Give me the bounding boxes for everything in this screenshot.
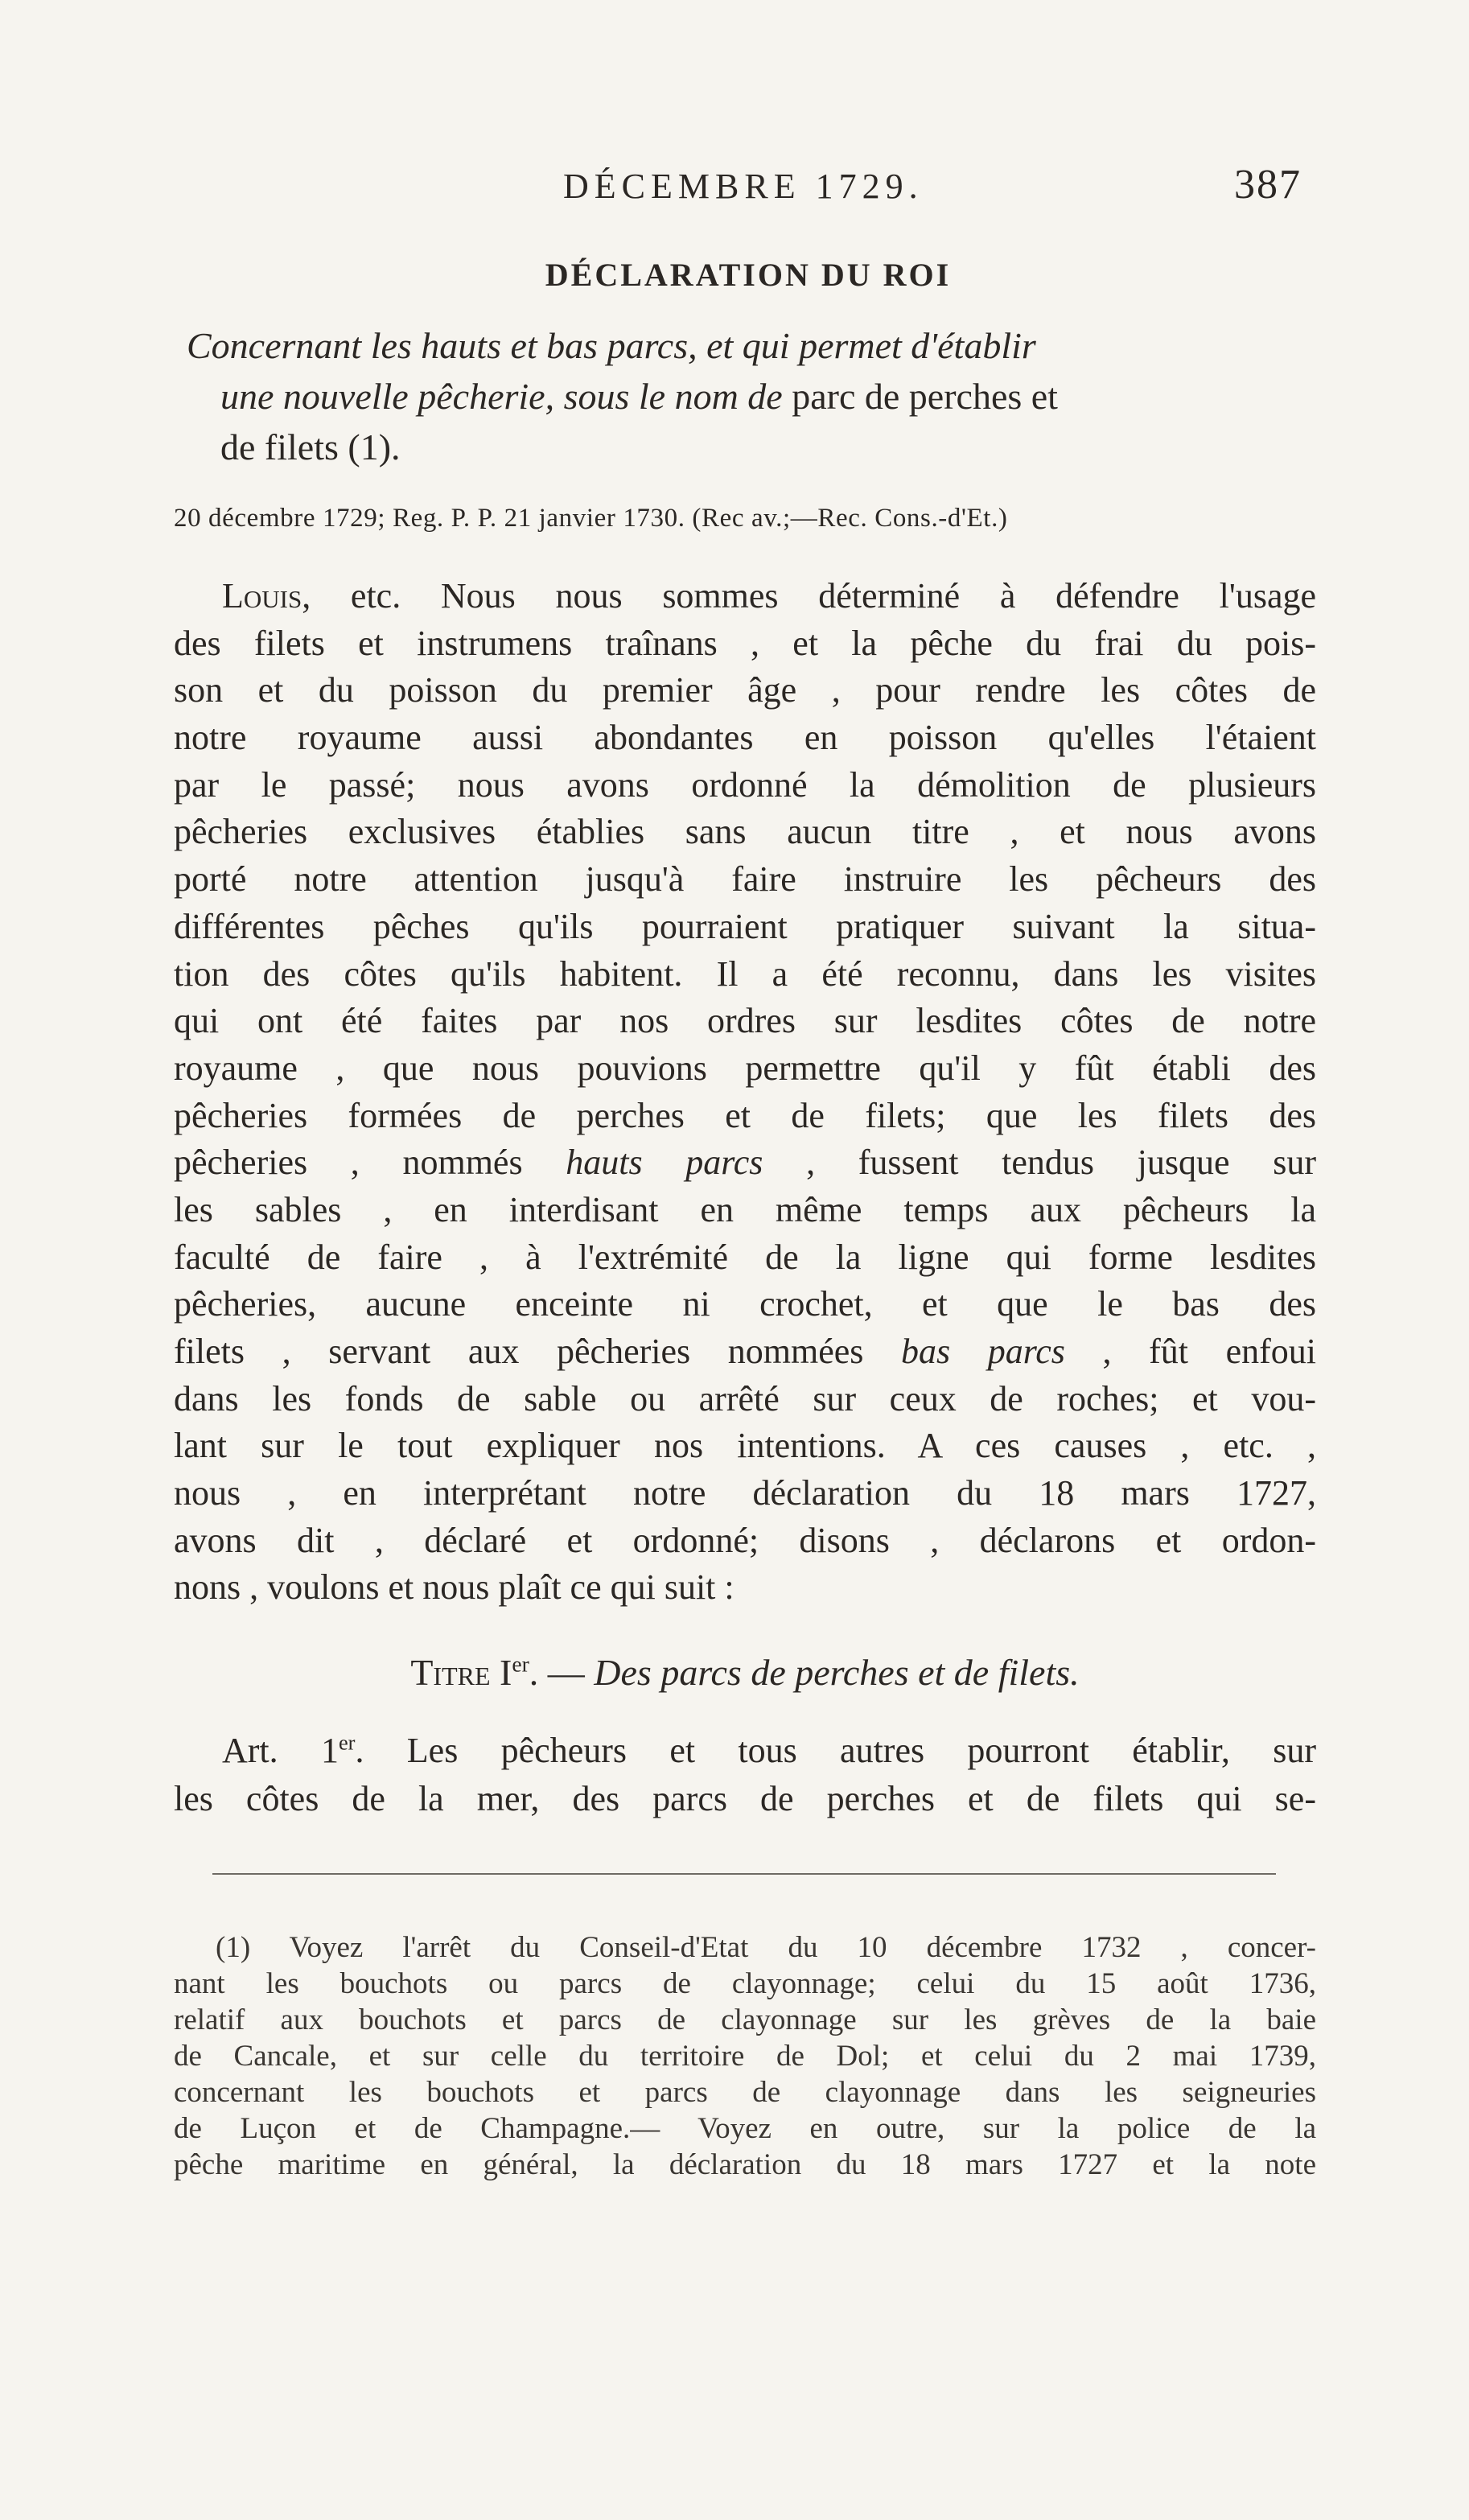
section-title [174, 1651, 1316, 1694]
body-line: avons dit , déclaré et ordonné; disons , déclarons et ordon- [174, 1520, 1316, 1560]
body-line: royaume , que nous pouvions permettre qu'il y fût établi des [174, 1048, 1316, 1088]
subtitle-roman-3: de filets (1). [220, 426, 401, 467]
footnote-rule [212, 1873, 1276, 1875]
subtitle-line-3 [187, 422, 1313, 472]
body-line-smallcaps: Louis [222, 576, 302, 616]
article-line-1 [174, 1727, 1316, 1775]
body-line: nous , en interprétant notre déclaration du 18 mars 1727, [174, 1473, 1316, 1513]
body-line: les sables , en interdisant en même temps aux pêcheurs la [174, 1189, 1316, 1229]
footnote-line: pêche maritime en général, la déclaration du 18 mars 1727 et la note [174, 2148, 1316, 2181]
running-head: DÉCEMBRE 1729. [563, 167, 924, 206]
body-line: pêcheries, aucune enceinte ni crochet, et que le bas des [174, 1284, 1316, 1324]
registration-date-line: 20 décembre 1729; Reg. P. P. 21 janvier 1730. (Rec av.;—Rec. Cons.-d'Et.) [174, 504, 1008, 533]
body-line: dans les fonds de sable ou arrêté sur ceux de roches; et vou- [174, 1378, 1316, 1419]
article-text-1: . Les pêcheurs et tous autres pourront établir, sur [355, 1731, 1316, 1770]
footnote-line: de Cancale, et sur celle du territoire de Dol; et celui du 2 mai 1739, [174, 2040, 1316, 2073]
subtitle-line-1 [187, 320, 1313, 371]
article-label: Art. 1 [222, 1731, 339, 1770]
page-number: 387 [1234, 162, 1302, 208]
body-line [174, 573, 1316, 620]
subtitle-italic-1: Concernant les hauts et bas parcs, et qui permet d'établir [187, 325, 1036, 366]
section-title-sup: er [512, 1651, 529, 1677]
footnote-line: concernant les bouchots et parcs de clayonnage dans les seigneuries [174, 2076, 1316, 2109]
body-line: qui ont été faites par nos ordres sur lesdites côtes de notre [174, 1001, 1316, 1041]
body-line: différentes pêches qu'ils pourraient pratiquer suivant la situa- [174, 906, 1316, 946]
body-line-pre: pêcheries , nommés [174, 1143, 566, 1183]
body-line: faculté de faire , à l'extrémité de la ligne qui forme lesdites [174, 1237, 1316, 1277]
body-line-post: , fussent tendus jusque sur [763, 1143, 1316, 1183]
declaration-subtitle [187, 320, 1313, 472]
article-sup: er [338, 1730, 356, 1755]
body-line-italic: bas parcs [900, 1332, 1065, 1371]
body-line-post: , fût enfoui [1064, 1332, 1316, 1371]
body-line: notre royaume aussi abondantes en poisson qu'elles l'étaient [174, 718, 1316, 758]
body-line-pre: filets , servant aux pêcheries nommées [174, 1332, 901, 1371]
footnote-line: relatif aux bouchots et parcs de clayonnage sur les grèves de la baie [174, 2003, 1316, 2036]
subtitle-line-2 [187, 371, 1313, 422]
body-line: par le passé; nous avons ordonné la démolition de plusieurs [174, 764, 1316, 805]
declaration-body [174, 573, 1316, 1612]
section-title-heading: Des parcs de perches et de filets. [594, 1652, 1080, 1693]
section-title-label: Titre I [410, 1652, 512, 1693]
body-line: tion des côtes qu'ils habitent. Il a été reconnu, dans les visites [174, 953, 1316, 994]
body-line: pêcheries exclusives établies sans aucun titre , et nous avons [174, 812, 1316, 852]
body-line [174, 1139, 1316, 1187]
body-line: porté notre attention jusqu'à faire instruire les pêcheurs des [174, 859, 1316, 900]
footnote-line: de Luçon et de Champagne.— Voyez en outre, sur la police de la [174, 2112, 1316, 2145]
body-line: nons , voulons et nous plaît ce qui suit : [174, 1567, 734, 1608]
footnote [174, 1929, 1316, 2183]
declaration-title: DÉCLARATION DU ROI [545, 257, 952, 293]
article-line-2: les côtes de la mer, des parcs de perches et de filets qui se- [174, 1779, 1316, 1818]
body-line [174, 1328, 1316, 1376]
body-line: son et du poisson du premier âge , pour rendre les côtes de [174, 670, 1316, 710]
section-title-dash: . — [529, 1652, 595, 1693]
body-line: pêcheries formées de perches et de filets; que les filets des [174, 1095, 1316, 1135]
article-1 [174, 1727, 1316, 1823]
footnote-line: (1) Voyez l'arrêt du Conseil-d'Etat du 10 décembre 1732 , concer- [216, 1931, 1316, 1964]
footnote-line: nant les bouchots ou parcs de clayonnage; celui du 15 août 1736, [174, 1967, 1316, 2000]
body-line-text: , etc. Nous nous sommes déterminé à défendre l'usage [302, 576, 1316, 616]
body-line-italic: hauts parcs [566, 1143, 763, 1183]
body-line: lant sur le tout expliquer nos intentions. A ces causes , etc. , [174, 1426, 1316, 1466]
subtitle-roman-2: parc de perches et [782, 376, 1058, 417]
body-line: des filets et instrumens traînans , et la pêche du frai du pois- [174, 623, 1316, 663]
subtitle-italic-2: une nouvelle pêcherie, sous le nom de [220, 376, 783, 417]
